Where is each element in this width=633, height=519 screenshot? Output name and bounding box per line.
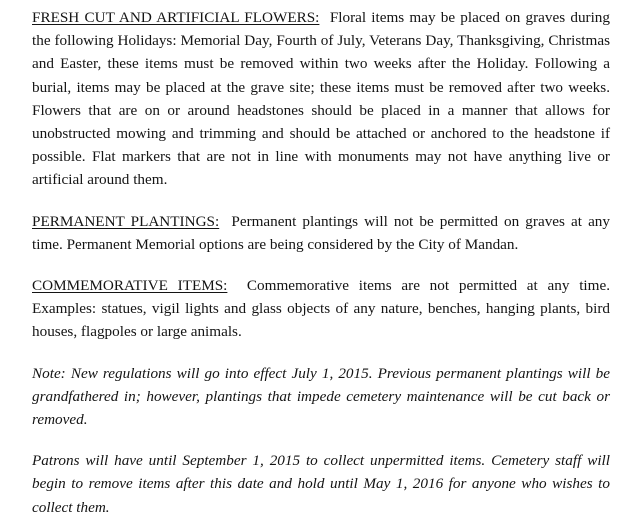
- section-permanent-plantings: [32, 210, 610, 256]
- section-commemorative-items: [32, 274, 610, 344]
- section-body-permanent-plantings: Permanent plantings will not be permitted on graves at any time. Permanent Memorial options are being considered by the City of Mandan.: [32, 212, 610, 253]
- section-body-commemorative-items: Commemorative items are not permitted at any time. Examples: statues, vigil lights and glass objects of any nature, benches, hanging plants, bird houses, flagpoles or large animals.: [32, 277, 610, 341]
- patrons-collection-notice: Patrons will have until September 1, 2015 to collect unpermitted items. Cemetery staff will begin to remove items after this date and hold until May 1, 2016 for anyone who wishes to collect them.: [32, 452, 610, 516]
- section-heading-fresh-cut-and-artificial-flowers: FRESH CUT AND ARTIFICIAL FLOWERS:: [32, 9, 320, 26]
- note-new-regulations: Note: New regulations will go into effect July 1, 2015. Previous permanent plantings will be grandfathered in; however, plantings that impede cemetery maintenance will be cut back or removed.: [32, 364, 610, 429]
- section-fresh-cut-and-artificial-flowers: [32, 6, 610, 192]
- section-heading-permanent-plantings: PERMANENT PLANTINGS:: [32, 212, 220, 230]
- section-heading-commemorative-items: COMMEMORATIVE ITEMS:: [32, 277, 228, 295]
- section-body-fresh-cut-and-artificial-flowers: Floral items may be placed on graves during the following Holidays: Memorial Day, Fourth of July, Veterans Day, Thanksgiving, Christmas and Easter, these items must be removed within two weeks after the Holiday. Following a burial, items may be placed at the grave site; these items must be removed after two weeks. Flowers that are on or around headstones should be placed in a manner that allows for unobstructed mowing and trimming and should be attached or anchored to the headstone if possible. Flat markers that are not in line with monuments may not have anything live or artificial around them.: [32, 9, 610, 189]
